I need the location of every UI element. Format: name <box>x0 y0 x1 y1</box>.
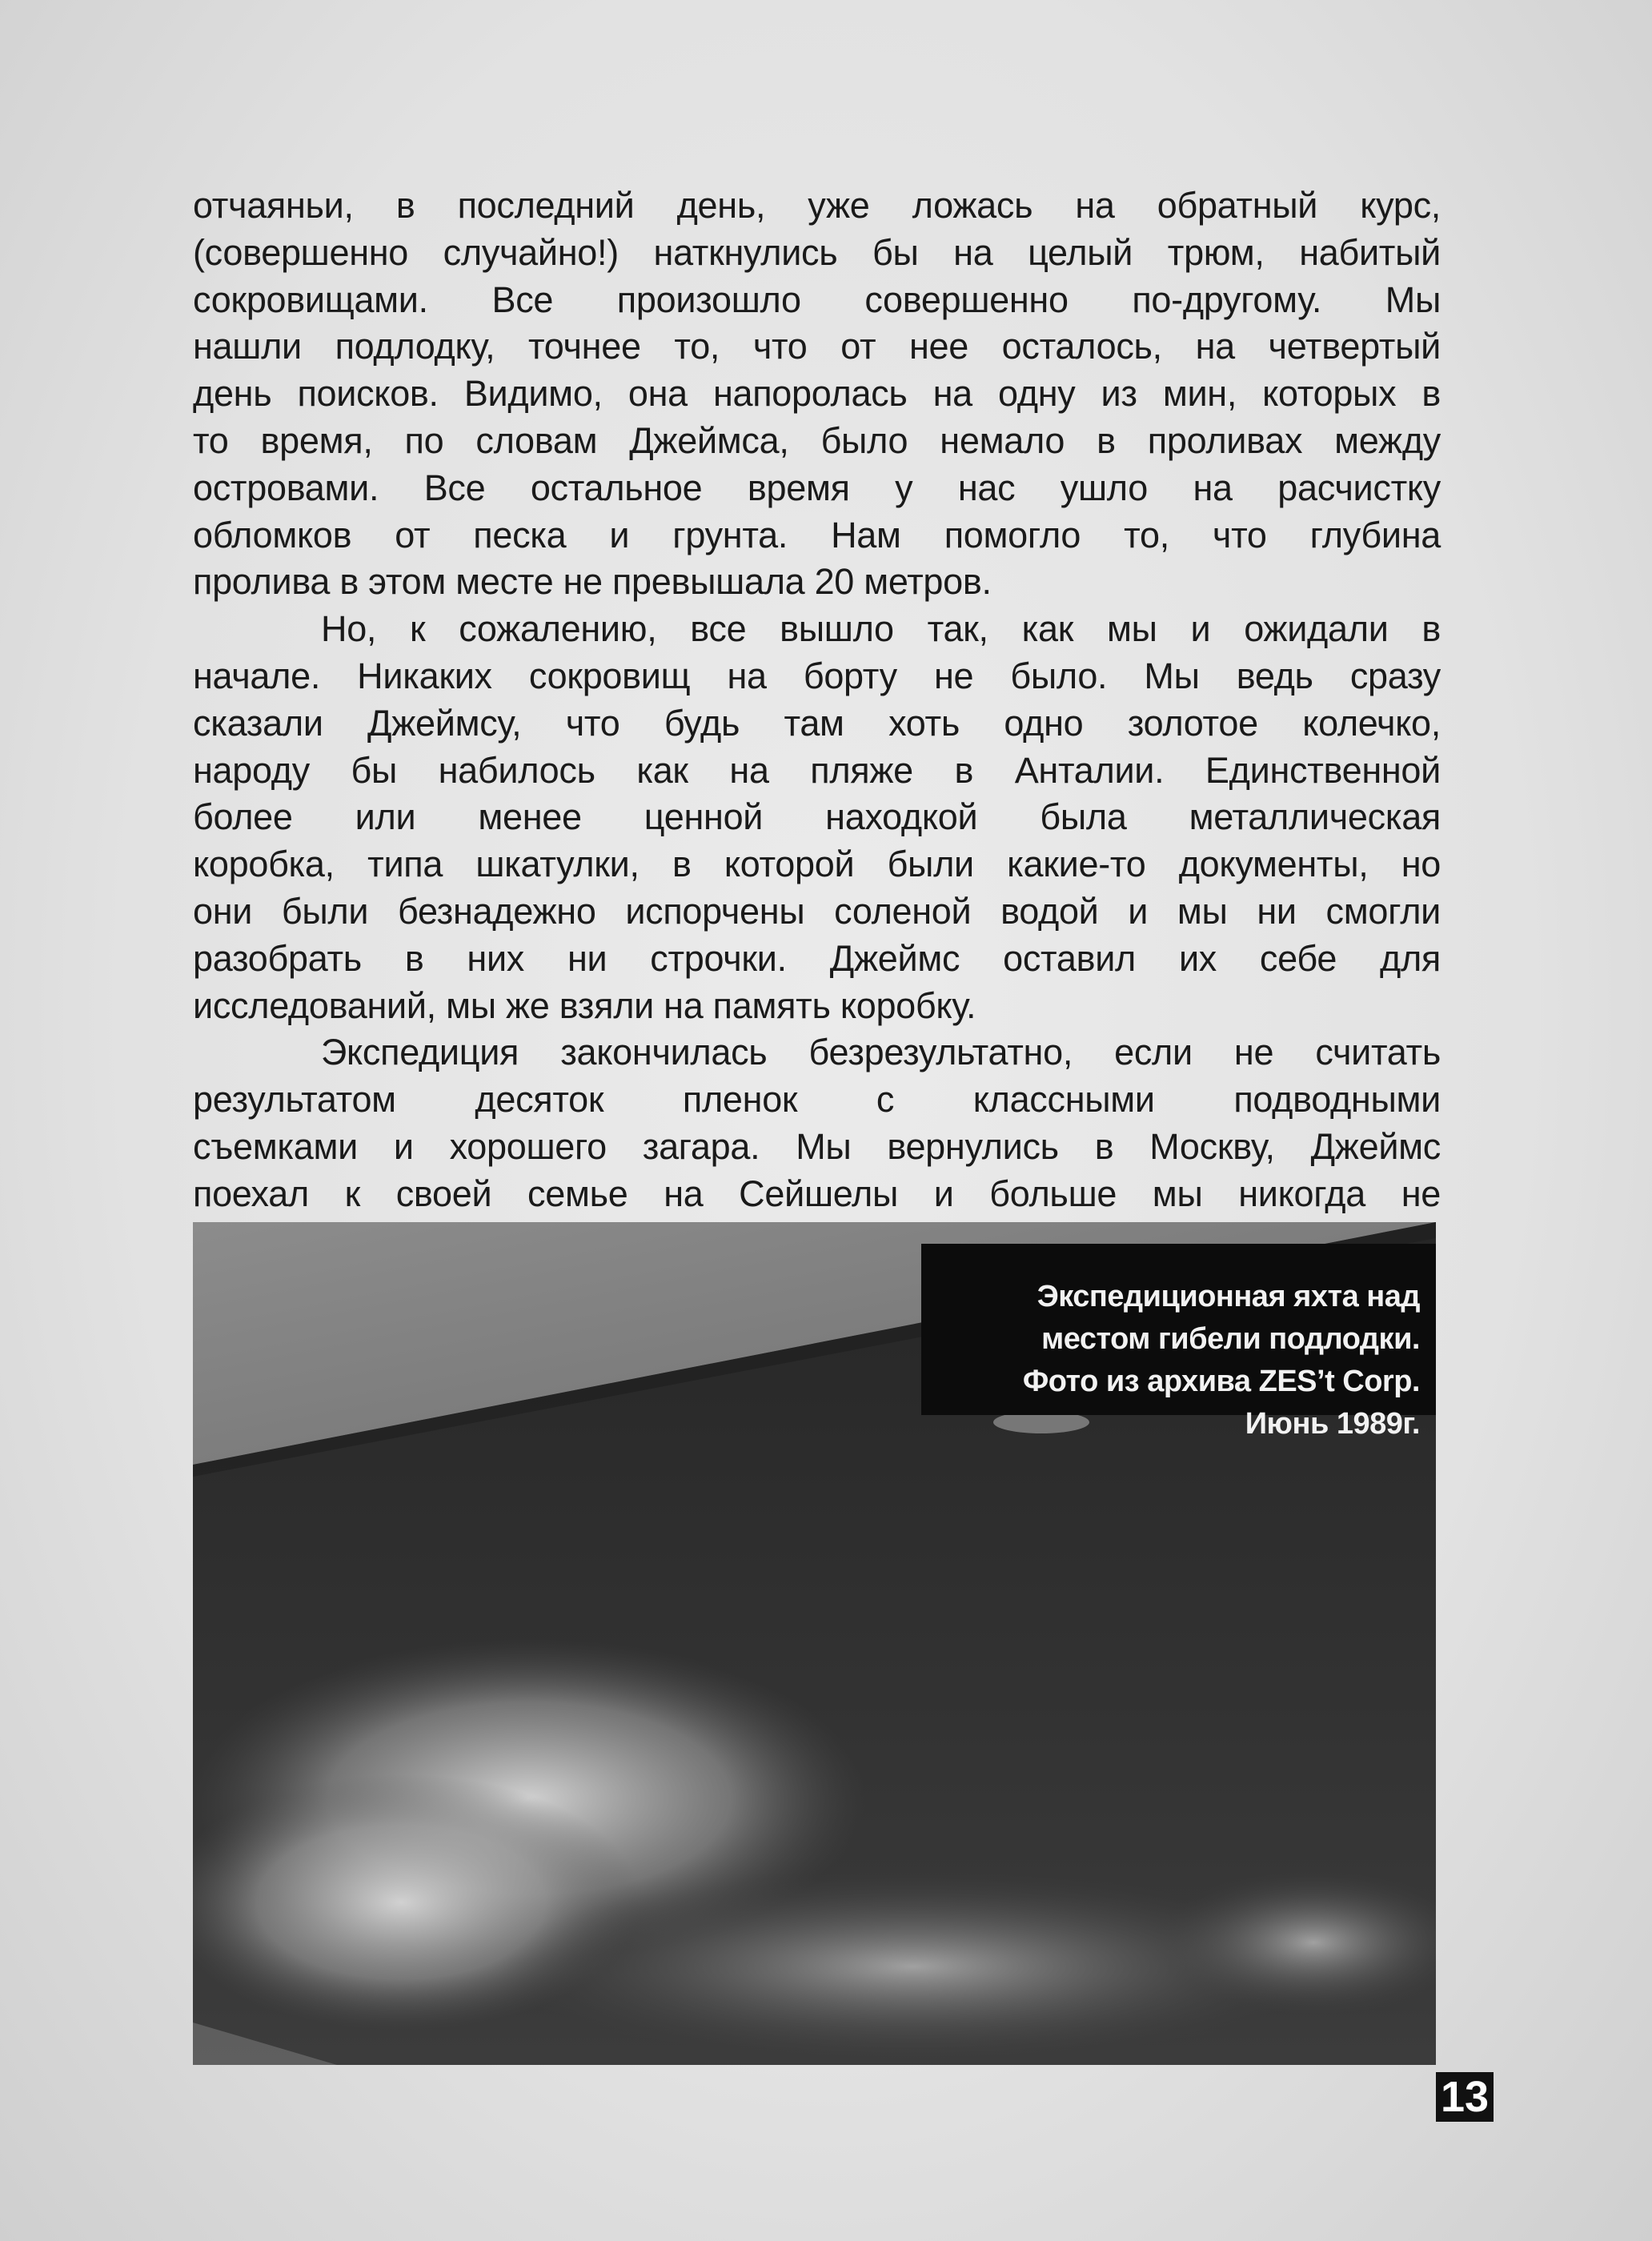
photo-caption <box>1023 1276 1420 1445</box>
text-line: народу бы набилось как на пляже в Анталии. Единственной <box>193 749 1441 791</box>
text-line: коробка, типа шкатулки, в которой были какие-то документы, но <box>193 844 1441 885</box>
text-line: результатом десяток пленок с классными подводными <box>193 1079 1441 1120</box>
text-line: сказали Джеймсу, что будь там хоть одно золотое колечко, <box>193 702 1441 744</box>
body-text <box>193 182 1441 1218</box>
text-line: сокровищами. Все произошло совершенно по-другому. Мы <box>193 279 1441 320</box>
text-line: съемками и хорошего загара. Мы вернулись в Москву, Джеймс <box>193 1125 1441 1167</box>
caption-line: Июнь 1989г. <box>1245 1407 1420 1441</box>
text-line: обломков от песка и грунта. Нам помогло то, что глубина <box>193 514 1441 555</box>
photo-caption-box <box>921 1244 1436 1441</box>
photo-yacht-over-wreck-site <box>193 1222 1436 2065</box>
text-line: исследований, мы же взяли на память коробку. <box>193 984 976 1026</box>
text-line: разобрать в них ни строчки. Джеймс оставил их себе для <box>193 937 1441 979</box>
text-line: то время, по словам Джеймса, было немало в проливах между <box>193 419 1441 461</box>
text-line: они были безнадежно испорчены соленой водой и мы ни смогли <box>193 890 1441 932</box>
page-number: 13 <box>1436 2072 1494 2122</box>
caption-line: местом гибели подлодки. <box>1041 1322 1420 1356</box>
text-line: начале. Никаких сокровищ на борту не было. Мы ведь сразу <box>193 655 1441 696</box>
text-line: более или менее ценной находкой была металлическая <box>193 796 1441 838</box>
text-line: Но, к сожалению, все вышло так, как мы и ожидали в <box>321 608 1441 650</box>
text-line: пролива в этом месте не превышала 20 метров. <box>193 561 992 603</box>
text-line: (совершенно случайно!) наткнулись бы на целый трюм, набитый <box>193 231 1441 273</box>
text-line: день поисков. Видимо, она напоролась на одну из мин, которых в <box>193 373 1441 415</box>
caption-line: Фото из архива ZES’t Corp. <box>1022 1365 1420 1398</box>
text-line: Экспедиция закончилась безрезультатно, если не считать <box>321 1032 1441 1073</box>
text-line: нашли подлодку, точнее то, что от нее осталось, на четвертый <box>193 326 1441 367</box>
text-line: островами. Все остальное время у нас ушло на расчистку <box>193 467 1441 508</box>
text-line: поехал к своей семье на Сейшелы и больше мы никогда не <box>193 1173 1441 1214</box>
caption-line: Экспедиционная яхта над <box>1037 1280 1420 1313</box>
text-line: отчаяньи, в последний день, уже ложась на обратный курс, <box>193 185 1441 226</box>
